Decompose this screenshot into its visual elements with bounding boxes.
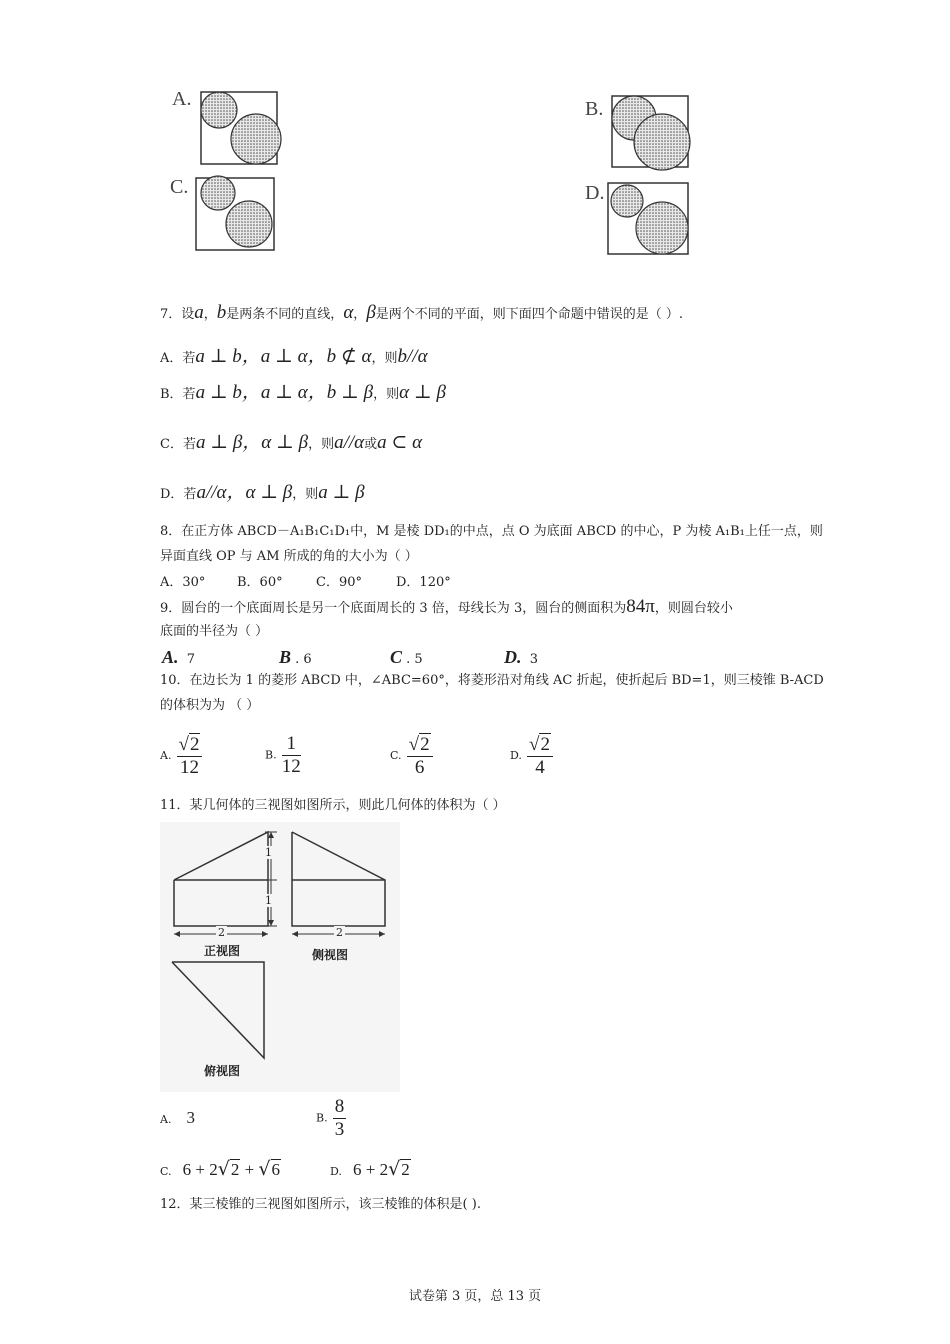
q8-line2: 异面直线 OP 与 AM 所成的角的大小为（ ） <box>160 549 418 564</box>
fraction: $\frac{√2}{4}$ <box>527 733 553 779</box>
q7-option-d: D．若a//α，α ⊥ β，则a ⊥ β <box>160 482 365 503</box>
q9-option-d: D. 3 <box>504 647 539 667</box>
q10-line2: 的体积为为 （ ） <box>160 698 260 713</box>
figure-a <box>201 92 281 164</box>
three-view-diagram <box>160 822 400 1092</box>
three-view-svg <box>160 822 400 1092</box>
q9-option-c: C . 5 <box>390 647 423 667</box>
fig-label-b: B. <box>585 98 604 120</box>
fig-label-a: A. <box>172 88 192 110</box>
figure-c <box>196 176 274 250</box>
dim-side-label: 2 <box>336 926 343 939</box>
q7-option-a: A．若a ⊥ b，a ⊥ α，b ⊄ α，则b//α <box>160 346 428 367</box>
side-view-label: 侧视图 <box>312 948 349 962</box>
q6-figure-options <box>160 80 720 260</box>
q8-line1: 8．在正方体 ABCD－A₁B₁C₁D₁中，M 是棱 DD₁的中点，点 O 为底面 ABCD 的中心，P 为棱 A₁B₁上任一点，则 <box>160 524 823 539</box>
q11-option-a: A. 3 <box>160 1108 196 1127</box>
front-view-label: 正视图 <box>204 944 241 958</box>
fraction: $\frac{1}{12}$ <box>281 733 301 777</box>
q9-line1: 9．圆台的一个底面周长是另一个底面周长的 3 倍，母线长为 3，圆台的侧面积为84π，则圆台较小 <box>160 596 733 617</box>
q7-option-b: B．若a ⊥ b，a ⊥ α，b ⊥ β，则α ⊥ β <box>160 382 446 403</box>
q10-option-b: B. $\frac{1}{12}$ <box>265 733 301 777</box>
q8-option-b: B．60° <box>237 575 283 590</box>
page-footer: 试卷第 3 页，总 13 页 <box>408 1289 542 1304</box>
q8-option-a: A．30° <box>160 575 206 590</box>
dim-front-label: 2 <box>218 926 225 939</box>
q11-option-d: D. 6 + 2√2 <box>330 1158 410 1180</box>
fig-label-d: D. <box>585 182 605 204</box>
q9-option-a: A. 7 <box>162 647 196 667</box>
top-view-label: 俯视图 <box>204 1064 241 1078</box>
venn-figures <box>160 80 720 260</box>
figure-d <box>608 183 688 254</box>
q12-line1: 12．某三棱锥的三视图如图所示，该三棱锥的体积是( ). <box>160 1197 481 1212</box>
q11-option-c: C. 6 + 2√2 + √6 <box>160 1158 281 1180</box>
q11-option-b: B. $\frac{8}{3}$ <box>316 1096 345 1140</box>
q10-option-d: D. $\frac{√2}{4}$ <box>510 733 553 779</box>
dim-h1-label: 1 <box>265 846 272 859</box>
figure-b <box>612 96 690 170</box>
fraction: $\frac{8}{3}$ <box>334 1096 345 1140</box>
q7-stem: 7．设a，b是两条不同的直线，α，β是两个不同的平面，则下面四个命题中错误的是（ ）. <box>160 302 684 323</box>
q10-option-c: C. $\frac{√2}{6}$ <box>390 733 433 779</box>
q9-line2: 底面的半径为（ ） <box>160 624 269 639</box>
q10-line1: 10．在边长为 1 的菱形 ABCD 中，∠ABC=60°，将菱形沿对角线 AC 折起，使折起后 BD=1，则三棱锥 B-ACD <box>160 673 824 688</box>
fraction: $\frac{√2}{12}$ <box>177 733 203 779</box>
q8-option-d: D．120° <box>396 575 451 590</box>
q9-option-b: B . 6 <box>279 647 312 667</box>
fig-label-c: C. <box>170 176 189 198</box>
dim-h2-label: 1 <box>265 894 272 907</box>
q10-option-a: A. $\frac{√2}{12}$ <box>160 733 202 779</box>
q8-option-c: C．90° <box>316 575 362 590</box>
q11-line1: 11．某几何体的三视图如图所示，则此几何体的体积为（ ） <box>160 798 506 813</box>
q7-option-c: C．若a ⊥ β，α ⊥ β，则a//α或a ⊂ α <box>160 432 423 453</box>
fraction: $\frac{√2}{6}$ <box>407 733 433 779</box>
